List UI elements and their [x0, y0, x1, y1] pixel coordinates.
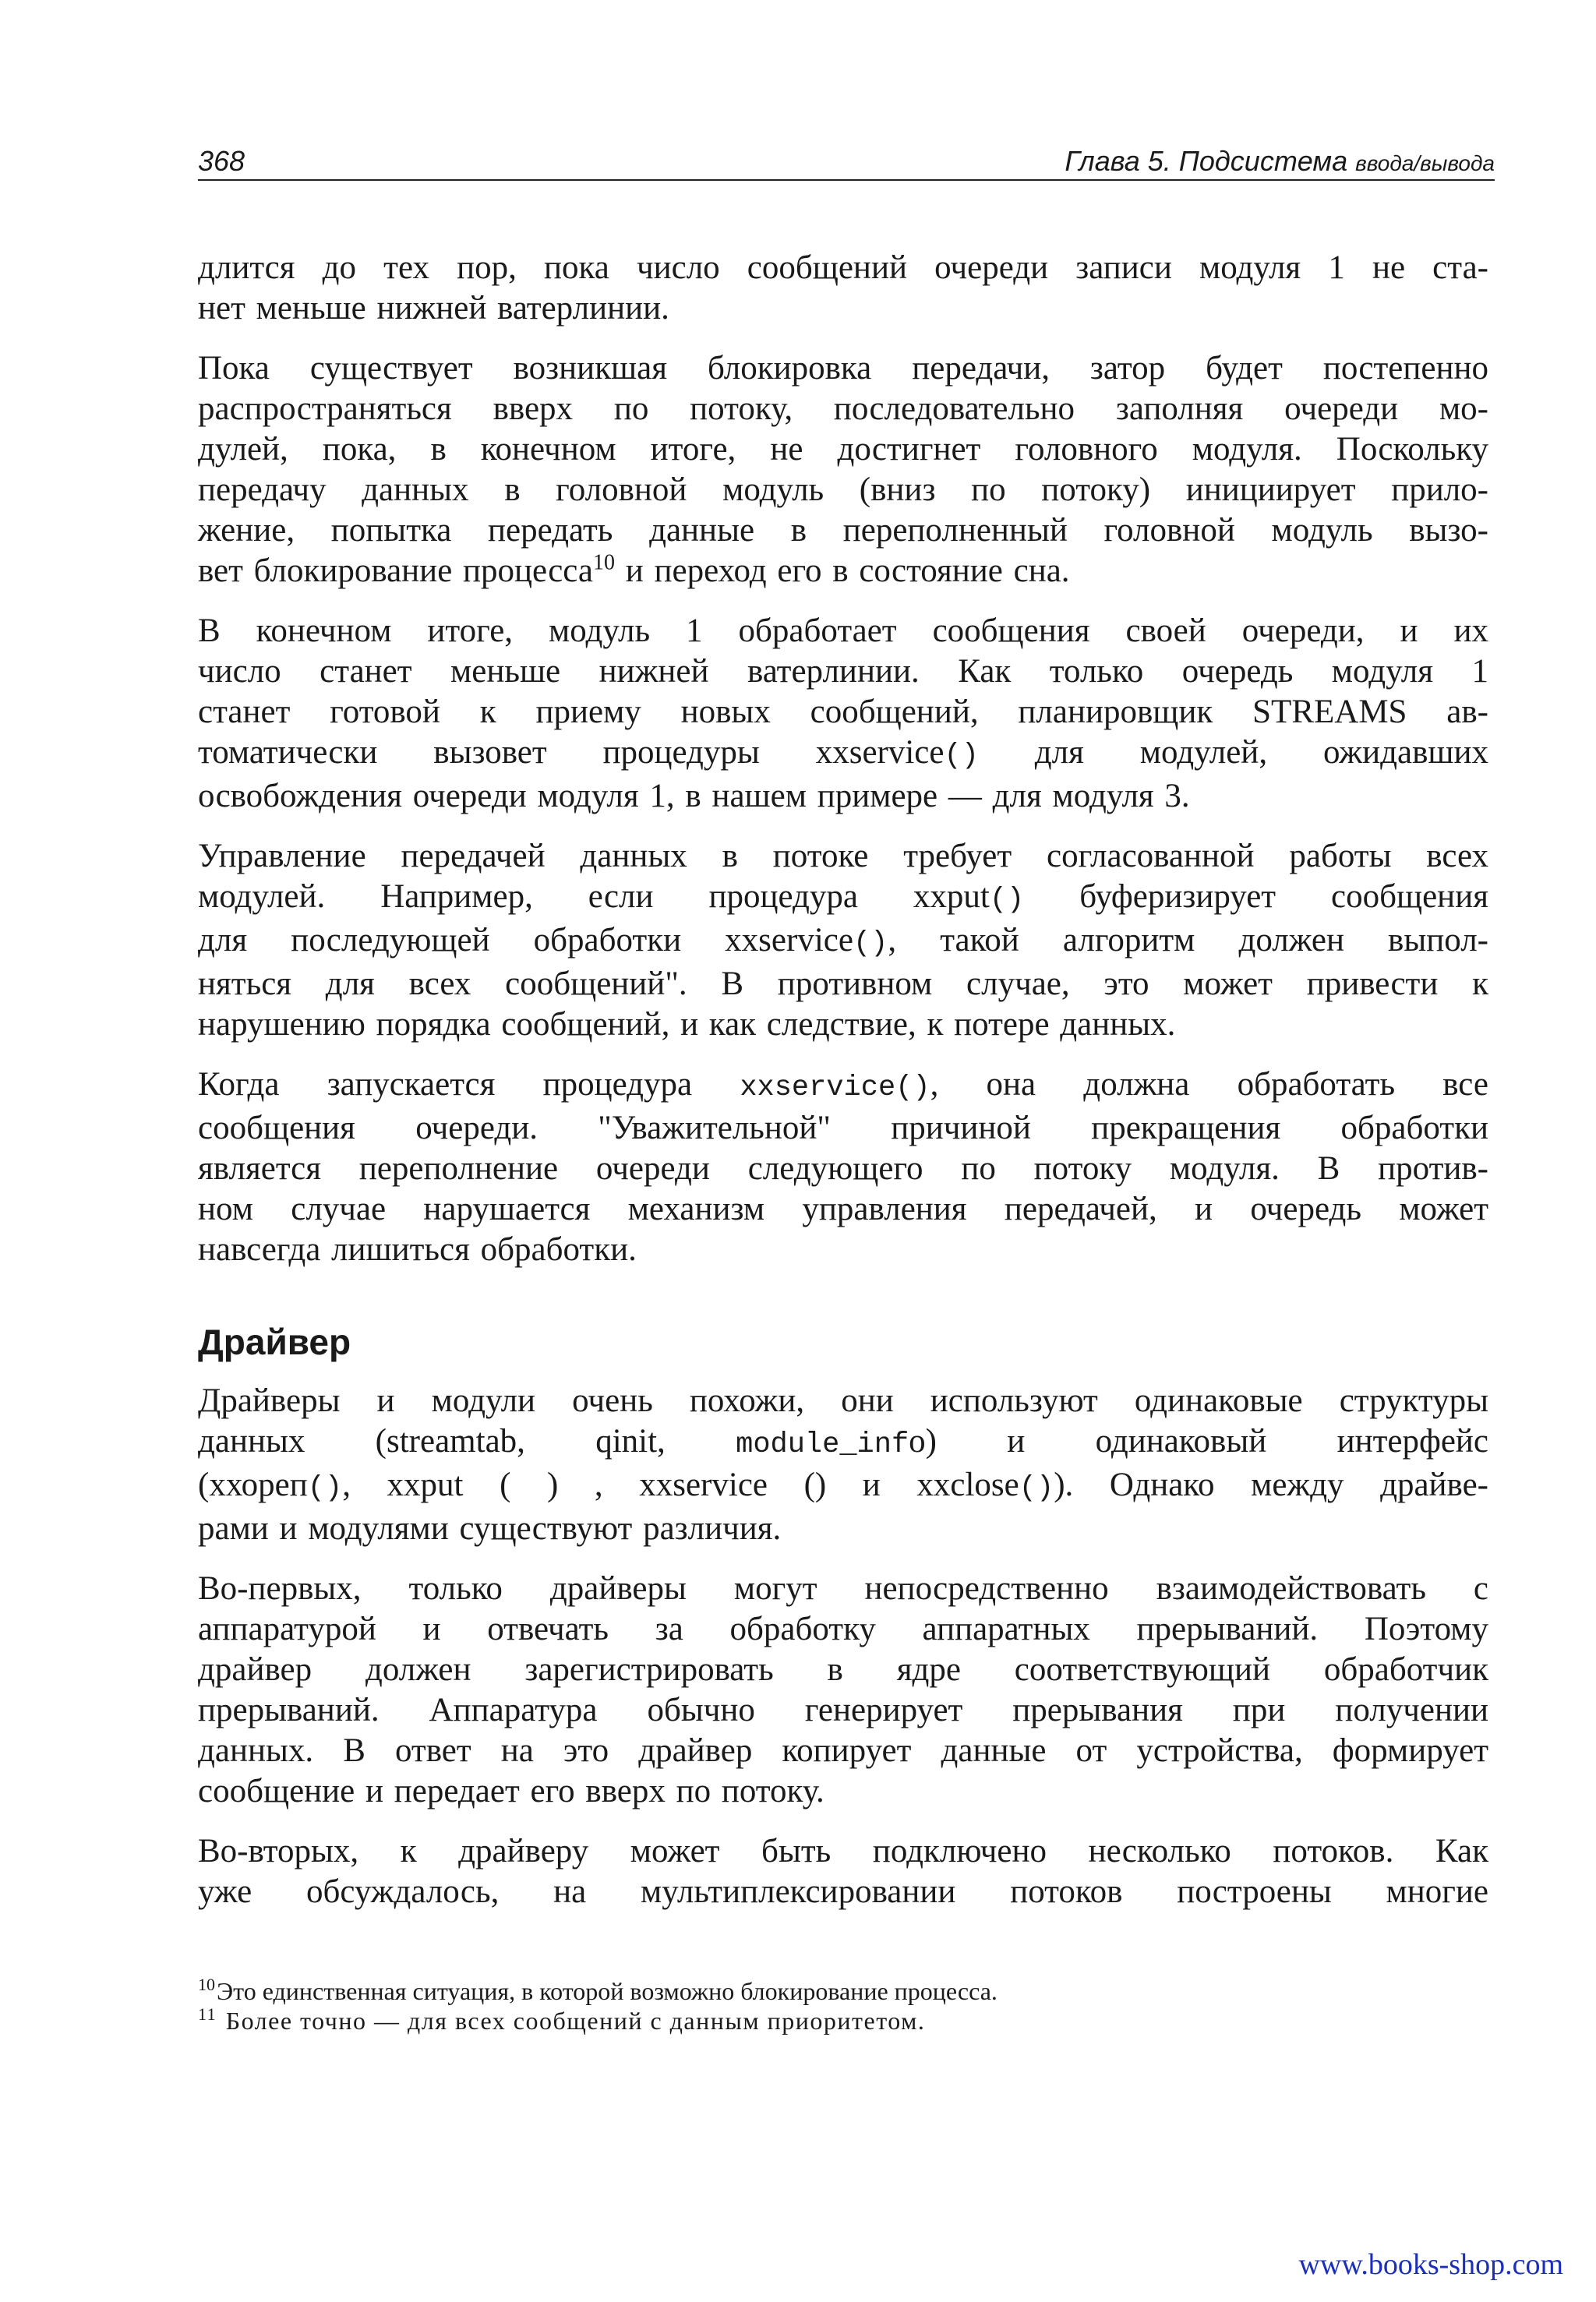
text-line: сообщения очереди. "Уважительной" причиной прекращения обработки — [198, 1110, 1488, 1146]
text-line: нет меньше нижней ватерлинии. — [198, 290, 669, 327]
text-run: данных (streamtab, qinit, — [198, 1423, 736, 1460]
text-line: рами и модулями существуют различия. — [198, 1510, 782, 1547]
text-line: длится до тех пор, пока число сообщений очереди записи модуля 1 не ста- — [198, 249, 1488, 286]
text-line: ном случае нарушается механизм управления передачей, и очередь может — [198, 1191, 1488, 1227]
chapter-title-main: Глава 5. Подсистема — [1065, 145, 1356, 177]
code-run: module_inf — [736, 1428, 909, 1461]
footnote-10 — [198, 1976, 1367, 2006]
paragraph-2 — [198, 348, 1488, 591]
text-run: томатически вызовет процедуры xxservice — [198, 734, 945, 771]
paragraph-4 — [198, 836, 1488, 1045]
text-run: , xxput ( ) , xxservice () и xxclose — [342, 1467, 1019, 1503]
text-line: аппаратурой и отвечать за обработку аппаратных прерываний. Поэтому — [198, 1611, 1488, 1647]
text-line: прерываний. Аппаратура обычно генерирует прерывания при получении — [198, 1692, 1488, 1728]
text-line: навсегда лишиться обработки. — [198, 1231, 637, 1268]
text-line: освобождения очереди модуля 1, в нашем примере — для модуля 3. — [198, 778, 1190, 814]
text-line: Драйверы и модули очень похожи, они используют одинаковые структуры — [198, 1382, 1488, 1419]
text-line — [198, 551, 1488, 591]
text-run: ). Однако между драйве- — [1054, 1467, 1489, 1503]
code-run: () — [944, 740, 979, 772]
text-line: Во-вторых, к драйверу может быть подключено несколько потоков. Как — [198, 1833, 1488, 1869]
paragraph-8 — [198, 1831, 1488, 1912]
paragraph-6 — [198, 1381, 1488, 1549]
text-line: станет готовой к приему новых сообщений, планировщик STREAMS ав- — [198, 694, 1488, 730]
text-line: жение, попытка передать данные в переполненный головной модуль вызо- — [198, 512, 1488, 549]
text-run: для модулей, ожидавших — [978, 734, 1489, 771]
paragraph-7 — [198, 1569, 1488, 1812]
text-run: o) и одинаковый интерфейс — [909, 1423, 1489, 1460]
footnote-mark: 10 — [198, 1975, 215, 1995]
paragraph-1 — [198, 248, 1488, 329]
text-run: модулей. Например, если процедура xxput — [198, 878, 990, 915]
text-run: и переход его в состояние сна. — [615, 553, 1070, 589]
text-line: дулей, пока, в конечном итоге, не достигнет головного модуля. Поскольку — [198, 431, 1488, 468]
paragraph-3 — [198, 611, 1488, 817]
footnote-11 — [198, 2006, 1367, 2035]
text-line: передачу данных в головной модуль (вниз по потоку) инициирует прило- — [198, 471, 1488, 508]
text-run: (ххореп — [198, 1467, 308, 1503]
body-text — [198, 248, 1488, 1932]
footnote-mark: 11 — [198, 2004, 217, 2025]
footnote-ref-10[interactable]: 10 — [593, 550, 615, 575]
text-line: данных. В ответ на это драйвер копирует данные от устройства, формирует — [198, 1732, 1488, 1769]
text-line — [198, 1421, 1488, 1465]
text-run: , она должна обработать все — [930, 1066, 1489, 1103]
running-head — [198, 145, 1495, 181]
code-run: () — [853, 927, 888, 960]
text-run: , такой алгоритм должен выпол- — [888, 922, 1488, 959]
text-run: буферизирует сообщения — [1024, 878, 1488, 915]
text-line: В конечном итоге, модуль 1 обработает сообщения своей очереди, и их — [198, 613, 1488, 649]
text-line: Пока существует возникшая блокировка передачи, затор будет постепенно — [198, 350, 1488, 387]
text-line: Во-первых, только драйверы могут непосредственно взаимодействовать с — [198, 1570, 1488, 1607]
text-line: уже обсуждалось, на мультиплексировании потоков построены многие — [198, 1873, 1488, 1910]
text-line: Управление передачей данных в потоке требует согласованной работы всех — [198, 838, 1488, 874]
code-run: xxservice() — [740, 1072, 930, 1104]
text-line: распространяться вверх по потоку, последовательно заполняя очереди мо- — [198, 390, 1488, 427]
text-line — [198, 733, 1488, 776]
code-run: () — [307, 1472, 343, 1505]
text-line — [198, 1465, 1488, 1509]
section-heading: Драйвер — [198, 1322, 351, 1362]
chapter-title-small: ввода/вывода — [1355, 151, 1495, 175]
footnote-text: Более точно — для всех сообщений с данным приоритетом. — [218, 2007, 926, 2035]
text-run: для последующей обработки xxservice — [198, 922, 853, 959]
paragraph-5 — [198, 1064, 1488, 1270]
text-line — [198, 920, 1488, 964]
code-run: () — [989, 884, 1025, 916]
page-number: 368 — [198, 145, 245, 177]
text-line: сообщение и передает его вверх по потоку. — [198, 1773, 824, 1809]
chapter-title — [1065, 145, 1495, 178]
text-run: вет блокирование процесса — [198, 553, 593, 589]
text-line: нарушению порядка сообщений, и как следствие, к потере данных. — [198, 1006, 1176, 1043]
code-run: () — [1019, 1472, 1054, 1505]
footnotes — [198, 1976, 1367, 2035]
text-line: драйвер должен зарегистрировать в ядре соответствующий обработчик — [198, 1651, 1488, 1688]
footnote-text: Это единственная ситуация, в которой возможно блокирование процесса. — [217, 1977, 998, 2005]
text-line — [198, 877, 1488, 920]
text-line: няться для всех сообщений". В противном случае, это может привести к — [198, 966, 1488, 1002]
text-line: является переполнение очереди следующего по потоку модуля. В против- — [198, 1150, 1488, 1187]
text-run: Когда запускается процедура — [198, 1066, 740, 1103]
text-line — [198, 1064, 1488, 1108]
watermark-url[interactable]: www.books-shop.com — [1298, 2248, 1563, 2281]
text-line: число станет меньше нижней ватерлинии. Как только очередь модуля 1 — [198, 653, 1488, 690]
